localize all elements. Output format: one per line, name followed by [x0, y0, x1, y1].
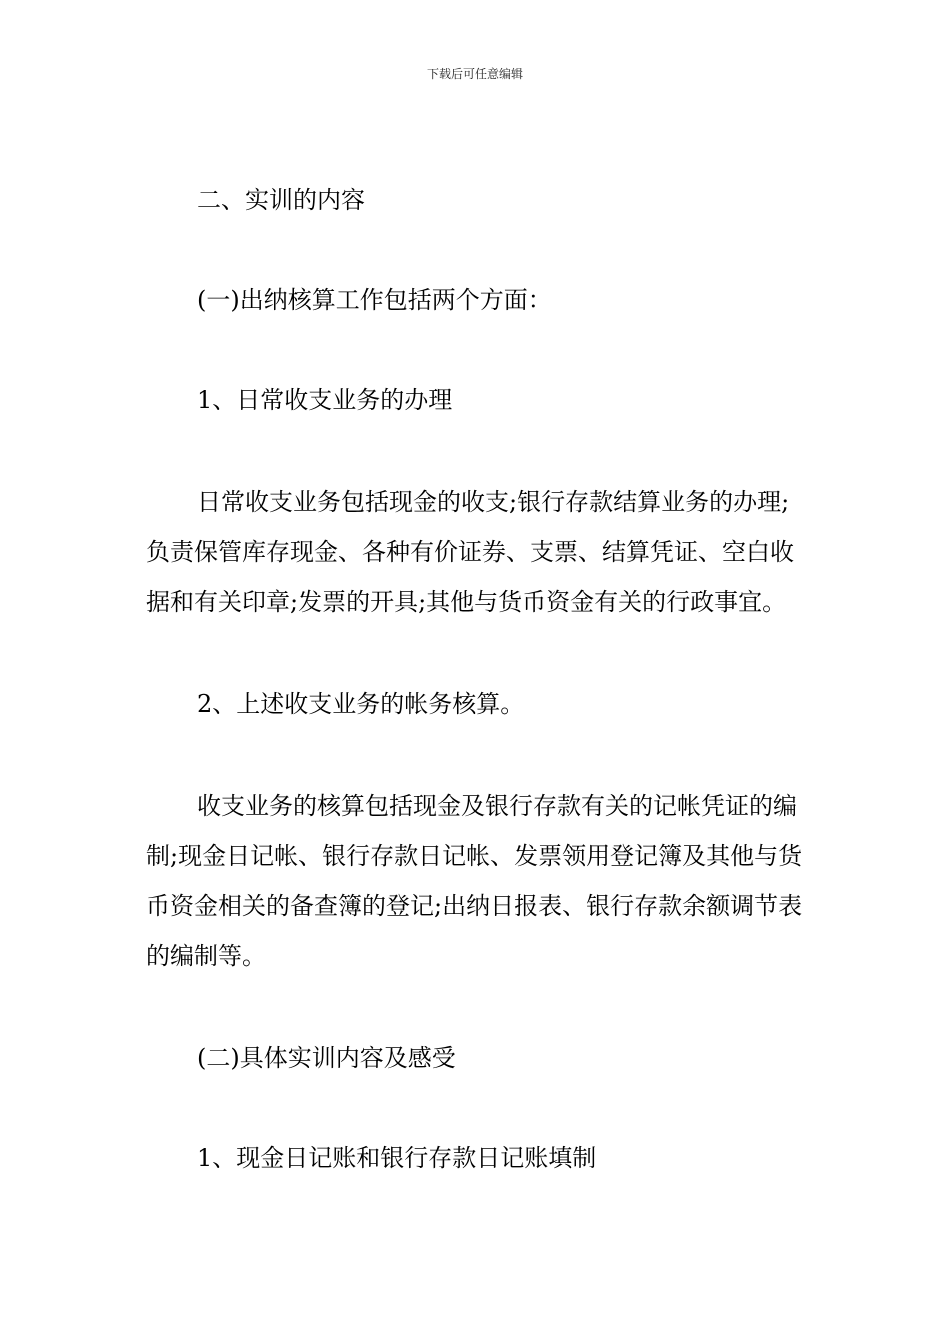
- item-heading-daily-business: 1、日常收支业务的办理: [197, 386, 453, 414]
- document-body: [146, 180, 810, 1178]
- page-header: 下载后可任意编辑: [426, 67, 523, 81]
- subsection-heading-specific-content: (二)具体实训内容及感受: [197, 1044, 456, 1072]
- paragraph-daily-business: 日常收支业务包括现金的收支;银行存款结算业务的办理;负责保管库存现金、各种有价证券、支票、结算凭证、空白收据和有关印章;发票的开具;其他与货币资金有关的行政事宜。: [146, 488, 794, 616]
- item-heading-accounting: 2、上述收支业务的帐务核算。: [197, 690, 525, 718]
- subsection-heading-cashier-accounting: (一)出纳核算工作包括两个方面：: [197, 286, 552, 314]
- item-heading-journal-filling: 1、现金日记账和银行存款日记账填制: [197, 1144, 597, 1172]
- section-heading-training-content: 二、实训的内容: [197, 186, 365, 214]
- paragraph-accounting: 收支业务的核算包括现金及银行存款有关的记帐凭证的编制;现金日记帐、银行存款日记帐、发票领用登记簿及其他与货币资金相关的备查簿的登记;出纳日报表、银行存款余额调节表的编制等。: [146, 792, 803, 970]
